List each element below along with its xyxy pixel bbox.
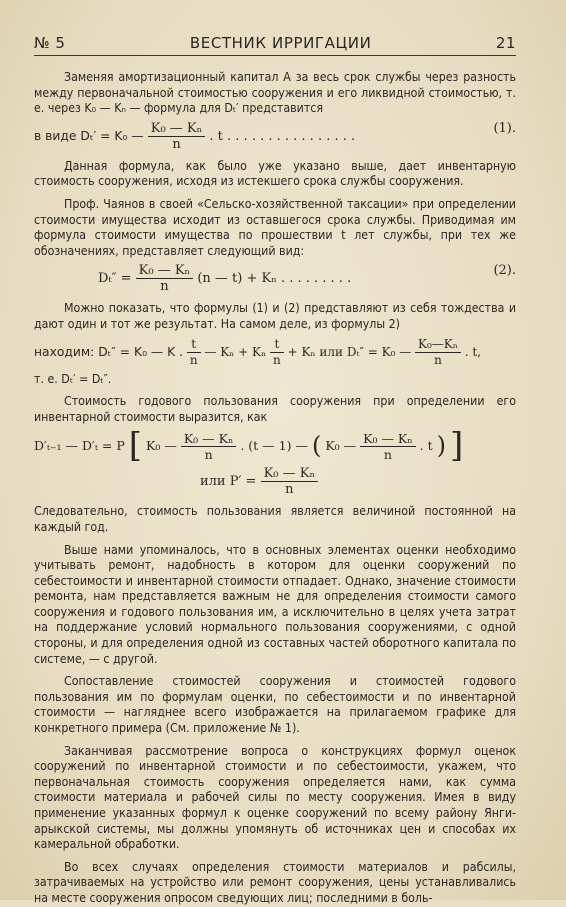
formula-1: в виде Dₜ′ = K₀ — $\frac{\text{K₀ — Kₙ}}{n}$ . t . . . . . . . . . . . . . . . . (1). [34, 120, 516, 152]
page-number: 21 [495, 34, 516, 52]
paragraph-4: Можно показать, что формулы (1) и (2) представляют из себя тождества и дают один и тот же результат. На самом деле, из формулы 2) [34, 301, 516, 331]
formula-2: Dₜ″ = $\frac{\text{K₀ — Kₙ}}{n}$ (n — t) + Kₙ . . . . . . . . . (2). [98, 263, 516, 295]
paragraph-8: Сопоставление стоимостей сооружения и стоимостей годового пользования им по формулам оценки, по себестоимости и по инвентарной стоимости — нагляднее всего изображается на прилагаемом графике для конкретного примера (См. приложение № 1). [34, 674, 516, 736]
paragraph-6: Следовательно, стоимость пользования является величиной постоянной на каждый год. [34, 504, 516, 534]
equation-number-1: (1). [493, 120, 516, 136]
paragraph-10: Во всех случаях определения стоимости материалов и рабсилы, затрачиваемых на устройство или ремонт сооружения, цены устанавливались на месте сооружения опросом сведующих лиц; последними в боль- [34, 859, 516, 905]
paragraph-9: Заканчивая рассмотрение вопроса о конструкциях формул оценок сооружений по инвентарной стоимости и по себестоимости, укажем, что первоначальная стоимость сооружения определяется нами, как сумма стоимости материала и рабочей силы по месту сооружения. Имея в виду применение указанных формул к оценке сооружений по всему району Янги-арыкской системы, мы должны упомянуть об источниках цен и способах их камеральной обработки. [34, 743, 516, 852]
journal-title: ВЕСТНИК ИРРИГАЦИИ [189, 34, 372, 52]
paragraph-7: Выше нами упоминалось, что в основных элементах оценки необходимо учитывать ремонт, надобность в котором для оценки сооружений по себестоимости и инвентарной стоимости отпадает. Однако, значение стоимости ремонта, нам представляется важным не для определения стоимости самого сооружения и годового пользования им, а исключительно в целях учета затрат на поддержание условий нормального пользования сооружениями, с одной стороны, и для определения одной из составных частей оборотного капитала по системе, — с другой. [34, 542, 516, 666]
equation-number-2: (2). [493, 263, 516, 279]
formula-constant-use: или P′ = $\frac{\text{K₀ — Kₙ}}{n}$ [34, 466, 516, 497]
paragraph-1: Заменяя амортизационный капитал А за весь срок службы через разность между первоначальной стоимостью сооружения и его ликвидной стоимостью, т. е. через K₀ — Kₙ — формула для Dₜ′ представится [34, 70, 516, 116]
paragraph-3: Проф. Чаянов в своей «Сельско-хозяйственной таксации» при определении стоимости имущества исходит из оставшегося срока службы. Приводимая им формула стоимости имущества по прошествии t лет службы, при тех же обозначениях, представляет следующий вид: [34, 196, 516, 258]
page-header [34, 30, 516, 56]
paragraph-5: Стоимость годового пользования сооружения при определении его инвентарной стоимости выразится, как [34, 394, 516, 424]
article-body [34, 70, 516, 907]
issue-number: № 5 [34, 34, 66, 52]
formula-annual-use: D′ₜ₋₁ — D′ₜ = P [ K₀ — $\frac{\text{K₀ — Kₙ}}{n}$ . (t — 1) — ( K₀ — $\frac{\text{K₀ — Kₙ}}{n}$ . t ) ] [34, 426, 464, 467]
formula-identity: находим: Dₜ″ = K₀ — K . $\frac{t}{n}$ — Kₙ + Kₙ $\frac{t}{n}$ + Kₙ или Dₜ″ = K₀ — $\frac{\text{K₀—Kₙ}}{n}$ . t, [34, 336, 482, 367]
identity-result: т. е. Dₜ′ = Dₜ″. [34, 371, 112, 386]
paragraph-2: Данная формула, как было уже указано выше, дает инвентарную стоимость сооружения, исходя из истекшего срока службы сооружения. [34, 158, 516, 189]
